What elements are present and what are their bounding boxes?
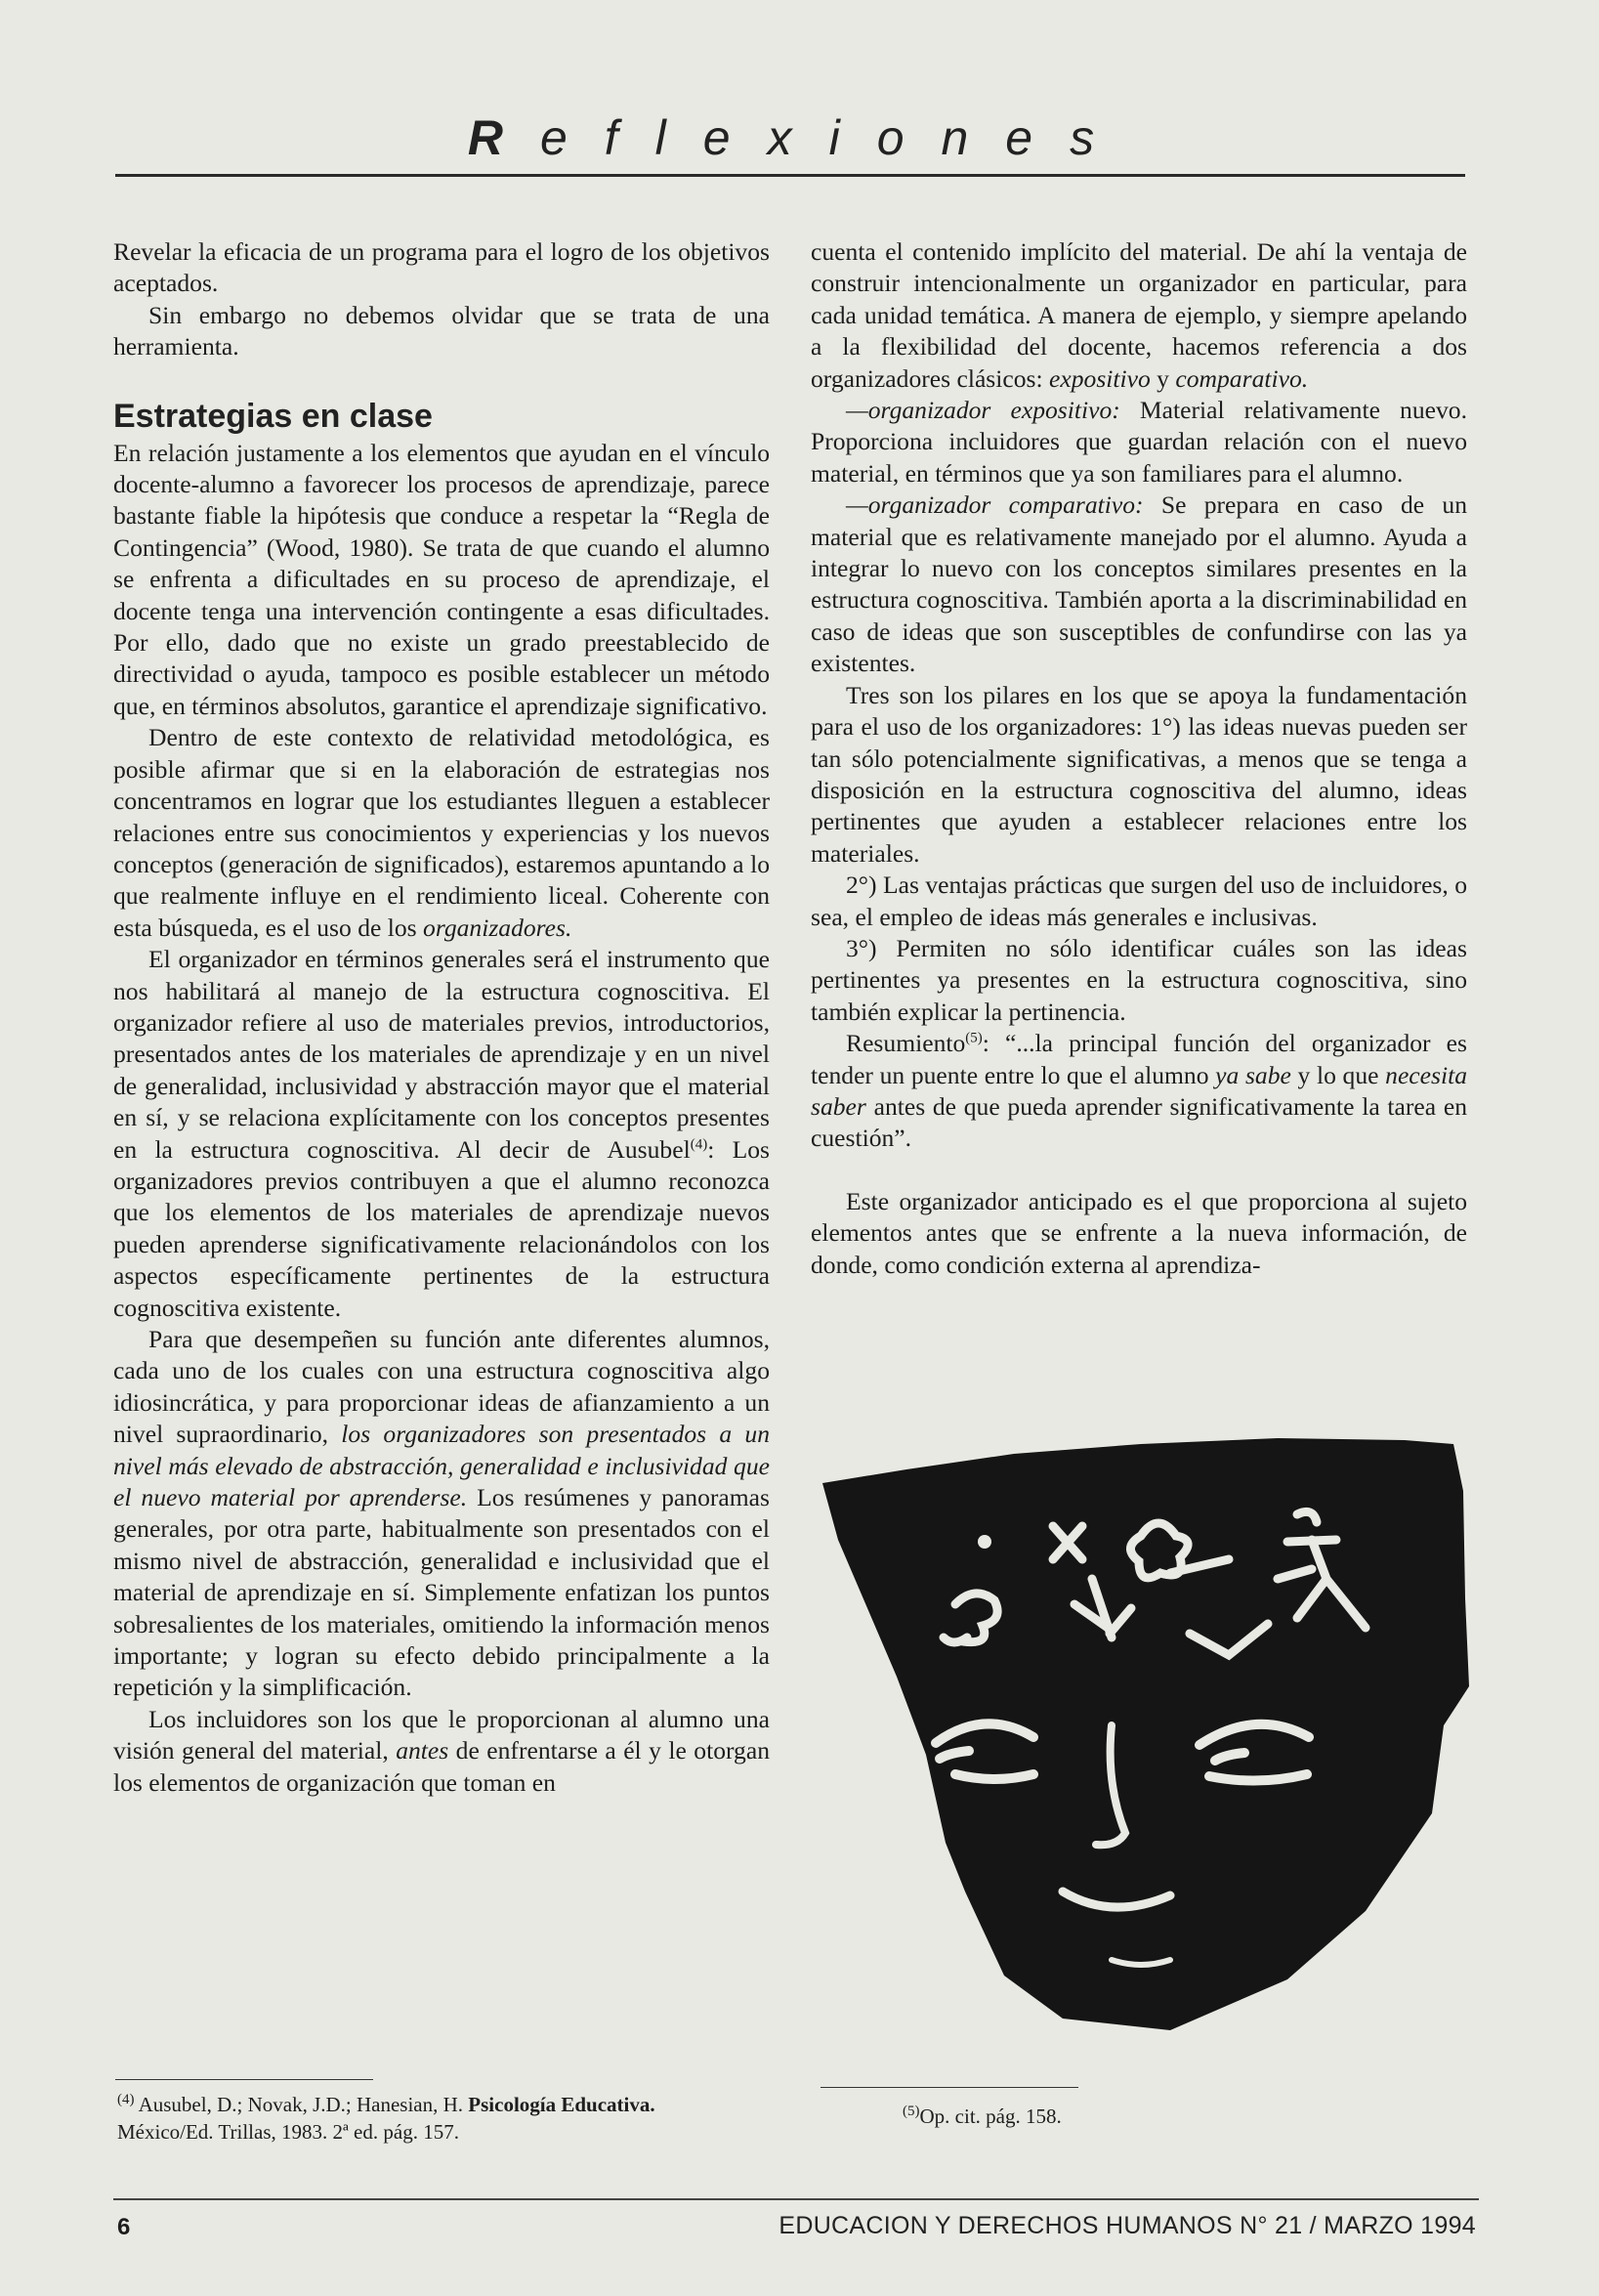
paragraph: Revelar la eficacia de un programa para el logro de los objetivos aceptados.: [113, 237, 770, 298]
paragraph: —organizador comparativo: Se prepara en caso de un material que es relativamente manejado por el alumno. Ayuda a integrar lo nuevo con los conceptos similares presentes en la estructura cognoscitiva. También aporta a la discriminabilidad en caso de ideas que son susceptibles de confundirse con las ya existentes.: [811, 490, 1467, 678]
paragraph: Este organizador anticipado es el que proporciona al sujeto elementos antes que se enfrente a la nueva información, de donde, como condición externa al aprendiza-: [811, 1186, 1467, 1279]
paragraph: Resumiento$^{(5)}$: “...la principal función del organizador es tender un puente entre lo que el alumno ya sabe y lo que necesita saber antes de que pueda aprender significativamente la tarea en cuestión”.: [811, 1029, 1467, 1153]
footnote-rule-right: [821, 2087, 1078, 2088]
section-title: [0, 109, 1599, 166]
footnote-ref: (5): [965, 1030, 983, 1046]
header-rule: [115, 174, 1465, 177]
paragraph: 2°) Las ventajas prácticas que surgen del uso de incluidores, o sea, el empleo de ideas más generales e inclusivas.: [811, 871, 1467, 931]
footer-rule: [113, 2198, 1479, 2200]
paragraph: —organizador expositivo: Material relativamente nuevo. Proporciona incluidores que guardan relación con el nuevo material, en términos que ya son familiares para el alumno.: [811, 396, 1468, 488]
footnote-left: $^{(4)}$ Ausubel, D.; Novak, J.D.; Hanesian, H. Psicología Educativa. México/Ed. Trillas, 1983. 2ª ed. pág. 157.: [117, 2092, 655, 2144]
right-column: [811, 236, 1467, 1281]
left-column: [113, 236, 770, 1799]
section-title-rest: eflexiones: [539, 110, 1132, 165]
paragraph: Sin embargo no debemos olvidar que se trata de una herramienta.: [113, 300, 770, 361]
section-heading: Estrategias en clase: [113, 397, 433, 435]
footnote-ref: (4): [690, 1136, 708, 1153]
paragraph: Para que desempeñen su función ante diferentes alumnos, cada uno de los cuales con una estructura cognoscitiva algo idiosincrática, y para proporcionar ideas de afianzamiento a un nivel supraordinario, los organizadores son presentados a un nivel más elevado de abstracción, generalidad e inclusividad que el nuevo material por aprenderse. Los resúmenes y panoramas generales, por otra parte, habitualmente son presentados con el mismo nivel de abstracción, generalidad e inclusividad que el material de aprendizaje en sí. Simplemente enfatizan los puntos sobresalientes de los materiales, omitiendo la información menos importante; y logran su efecto debido principalmente a la repetición y la simplificación.: [113, 1325, 770, 1702]
paragraph: En relación justamente a los elementos que ayudan en el vínculo docente-alumno a favorecer los procesos de aprendizaje, parece bastante fiable la hipótesis que conduce a respetar la “Regla de Contingencia” (Wood, 1980). Se trata de que cuando el alumno se enfrenta a dificultades en su proceso de aprendizaje, el docente tenga una intervención contingente a esas dificultades. Por ello, dado que no existe un grado preestablecido de directividad o ayuda, tampoco es posible establecer un método que, en términos absolutos, garantice el aprendizaje significativo.: [113, 438, 770, 720]
paragraph: cuenta el contenido implícito del material. De ahí la ventaja de construir intencionalmente un organizador en particular, para cada unidad temática. A manera de ejemplo, y siempre apelando a la flexibilidad del docente, hacemos referencia a dos organizadores clásicos: expositivo y comparativo.: [811, 237, 1467, 393]
paragraph: El organizador en términos generales será el instrumento que nos habilitará al manejo de la estructura cognoscitiva. El organizador refiere al uso de materiales previos, introductorios, presentados antes de los materiales de aprendizaje y en un nivel de generalidad, inclusividad y abstracción mayor que el material en sí, y se relaciona explícitamente con los conceptos presentes en la estructura cognoscitiva. Al decir de Ausubel$^{(4)}$: Los organizadores previos contribuyen a que el alumno reconozca que los elementos de los materiales de aprendizaje nuevos pueden aprenderse significativamente relacionándolos con los aspectos específicamente pertinentes de la estructura cognoscitiva existente.: [113, 945, 770, 1322]
section-title-initial: R: [467, 110, 540, 165]
paragraph: Los incluidores son los que le proporcionan al alumno una visión general del material, antes de enfrentarse a él y le otorgan los elementos de organización que toman en: [113, 1704, 771, 1797]
footnote-right: $^{(5)}$Op. cit. pág. 158.: [903, 2104, 1062, 2128]
face-woodcut-illustration: [819, 1432, 1475, 2038]
paragraph: Tres son los pilares en los que se apoya la fundamentación para el uso de los organizadores: 1°) las ideas nuevas pueden ser tan sólo potencialmente significativas, a menos que se tenga a disposición en la estructura cognoscitiva del alumno, ideas pertinentes que ayuden a establecer relaciones entre los materiales.: [811, 680, 1467, 868]
page-number: 6: [117, 2214, 131, 2240]
publication-footer: EDUCACION Y DERECHOS HUMANOS N° 21 / MARZO 1994: [778, 2212, 1476, 2239]
paragraph: 3°) Permiten no sólo identificar cuáles son las ideas pertinentes ya presentes en la estructura cognoscitiva, sino también explicar la pertinencia.: [811, 933, 1467, 1026]
footnote-rule-left: [115, 2079, 373, 2080]
paragraph: Dentro de este contexto de relatividad metodológica, es posible afirmar que si en la elaboración de estrategias nos concentramos en lograr que los estudiantes lleguen a establecer relaciones entre sus conocimientos y experiencias y los nuevos conceptos (generación de significados), estaremos apuntando a lo que realmente influye en el rendimiento liceal. Coherente con esta búsqueda, es el uso de los organizadores.: [113, 723, 770, 942]
